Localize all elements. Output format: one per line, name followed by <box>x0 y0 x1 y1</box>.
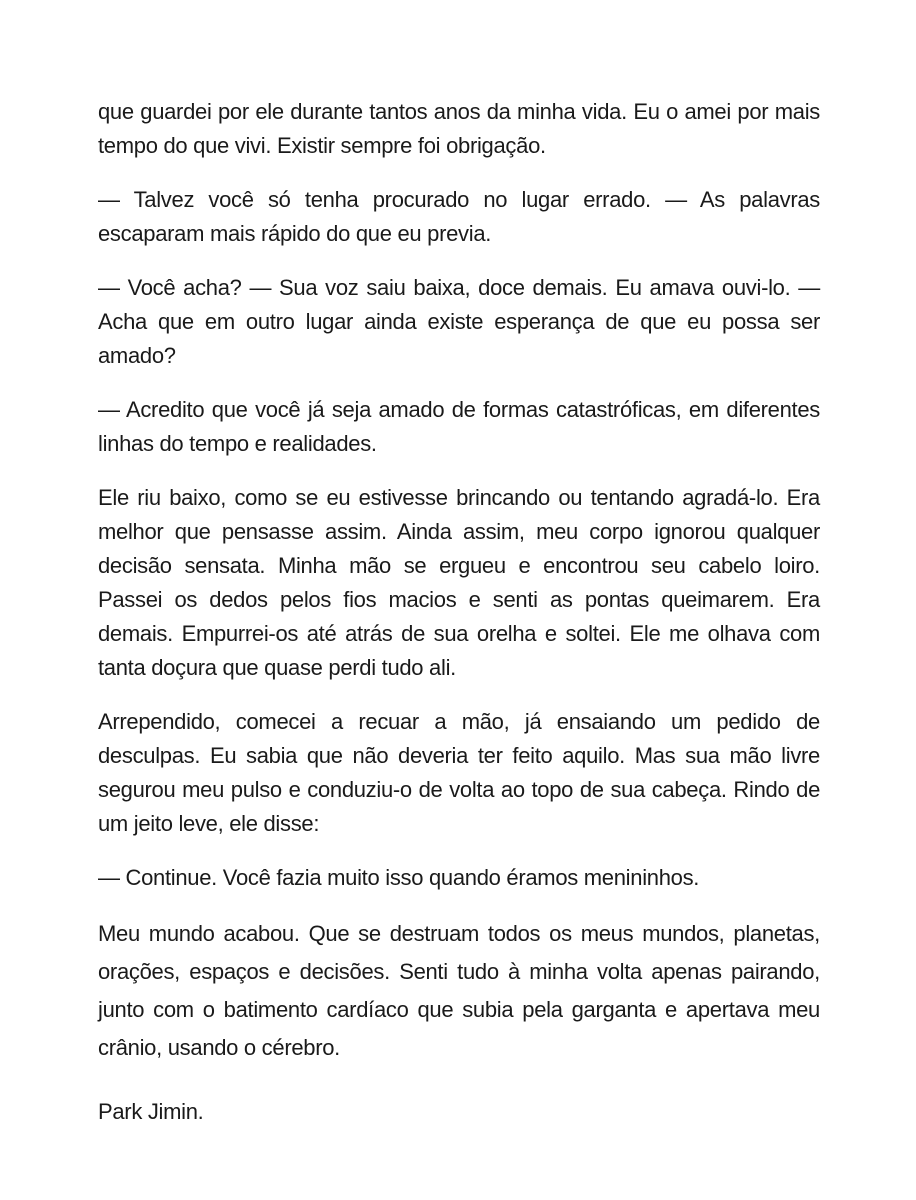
paragraph: — Você acha? — Sua voz saiu baixa, doce demais. Eu amava ouvi-lo. — Acha que em outro lugar ainda existe esperança de que eu possa ser amado? <box>98 275 820 368</box>
paragraph: que guardei por ele durante tantos anos da minha vida. Eu o amei por mais tempo do que vivi. Existir sempre foi obrigação. <box>98 99 820 158</box>
paragraph: Ele riu baixo, como se eu estivesse brincando ou tentando agradá-lo. Era melhor que pensasse assim. Ainda assim, meu corpo ignorou qualquer decisão sensata. Minha mão se ergueu e encontrou seu cabelo loiro. Passei os dedos pelos fios macios e senti as pontas queimarem. Era demais. Empurrei-os até atrás de sua orelha e soltei. Ele me olhava com tanta doçura que quase perdi tudo ali. <box>98 485 820 680</box>
paragraph: — Acredito que você já seja amado de formas catastróficas, em diferentes linhas do tempo e realidades. <box>98 397 820 456</box>
paragraph: Arrependido, comecei a recuar a mão, já ensaiando um pedido de desculpas. Eu sabia que não deveria ter feito aquilo. Mas sua mão livre segurou meu pulso e conduziu-o de volta ao topo de sua cabeça. Rindo de um jeito leve, ele disse: <box>98 709 820 836</box>
document-page <box>98 95 820 1149</box>
signature: Park Jimin. <box>98 1099 204 1124</box>
paragraph: — Talvez você só tenha procurado no lugar errado. — As palavras escaparam mais rápido do que eu previa. <box>98 187 820 246</box>
paragraph: — Continue. Você fazia muito isso quando éramos menininhos. <box>98 865 700 890</box>
paragraph: Meu mundo acabou. Que se destruam todos os meus mundos, planetas, orações, espaços e decisões. Senti tudo à minha volta apenas pairando, junto com o batimento cardíaco que subia pela garganta e apertava meu crânio, usando o cérebro. <box>98 921 820 1060</box>
